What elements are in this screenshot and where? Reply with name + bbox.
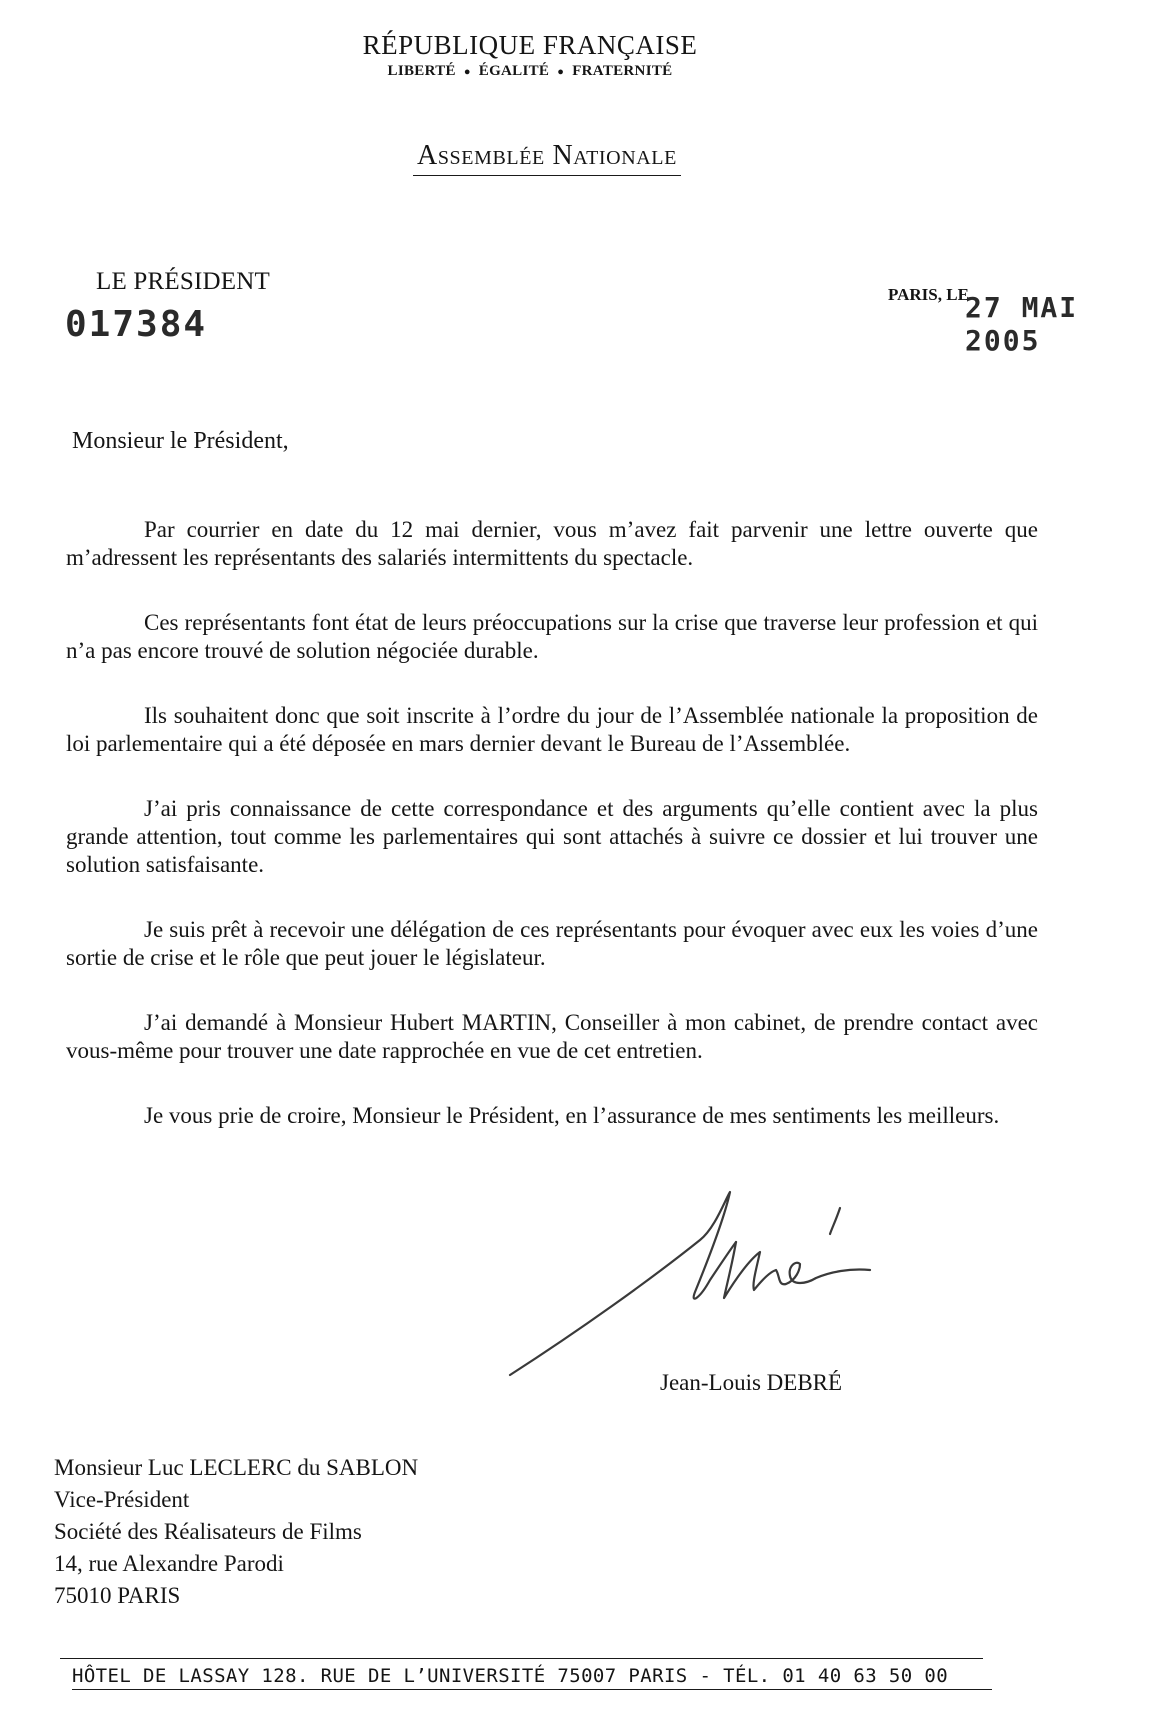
bullet-icon: ●: [463, 65, 471, 78]
letter-body: [66, 516, 1038, 1167]
paragraph: Ils souhaitent donc que soit inscrite à l’ordre du jour de l’Assemblée nationale la proposition de loi parlementaire qui a été déposée en mars dernier devant le Bureau de l’Assemblée.: [66, 703, 1038, 756]
motto-fraternite: FRATERNITÉ: [572, 63, 673, 79]
salutation: Monsieur le Président,: [72, 428, 289, 454]
paragraph: J’ai pris connaissance de cette correspondance et des arguments qu’elle contient avec la plus grande attention, tout comme les parlementaires qui sont attachés à suivre ce dossier et lui trouver une solution satisfaisante.: [66, 796, 1038, 877]
reference-number-stamp: 017384: [65, 304, 208, 345]
recipient-role: Vice-Président: [54, 1487, 190, 1512]
letterhead: [360, 30, 700, 80]
handwritten-signature: [500, 1180, 970, 1390]
recipient-organization: Société des Réalisateurs de Films: [54, 1519, 362, 1544]
paragraph: Ces représentants font état de leurs préoccupations sur la crise que traverse leur profession et qui n’a pas encore trouvé de solution négociée durable.: [66, 610, 1038, 663]
sender-title: LE PRÉSIDENT: [96, 268, 270, 295]
footer-address: HÔTEL DE LASSAY 128. RUE DE L’UNIVERSITÉ 75007 PARIS - TÉL. 01 40 63 50 00: [72, 1665, 992, 1690]
recipient-name: Monsieur Luc LECLERC du SABLON: [54, 1455, 419, 1480]
paragraph: Je suis prêt à recevoir une délégation de ces représentants pour évoquer avec eux les voies d’une sortie de crise et le rôle que peut jouer le législateur.: [66, 917, 1038, 970]
date-prefix: PARIS, LE: [888, 285, 969, 304]
motto-liberte: LIBERTÉ: [387, 63, 456, 79]
bullet-icon: ●: [557, 65, 565, 78]
paragraph: J’ai demandé à Monsieur Hubert MARTIN, Conseiller à mon cabinet, de prendre contact avec vous-même pour trouver une date rapprochée en vue de cet entretien.: [66, 1010, 1038, 1063]
recipient-street: 14, rue Alexandre Parodi: [54, 1551, 284, 1576]
institution-name: Assemblée Nationale: [413, 140, 681, 176]
recipient-address: [54, 1452, 418, 1612]
signer-name: Jean-Louis DEBRÉ: [660, 1370, 843, 1395]
footer-divider: [60, 1658, 983, 1659]
national-motto: [360, 63, 700, 80]
date-stamp: 27 MAI 2005: [965, 291, 1079, 357]
republic-title: RÉPUBLIQUE FRANÇAISE: [362, 30, 698, 60]
motto-egalite: ÉGALITÉ: [478, 63, 550, 79]
recipient-city: 75010 PARIS: [54, 1583, 181, 1608]
paragraph: Je vous prie de croire, Monsieur le Président, en l’assurance de mes sentiments les meilleurs.: [144, 1103, 1000, 1128]
paragraph: Par courrier en date du 12 mai dernier, vous m’avez fait parvenir une lettre ouverte que m’adressent les représentants des salariés intermittents du spectacle.: [66, 517, 1038, 570]
